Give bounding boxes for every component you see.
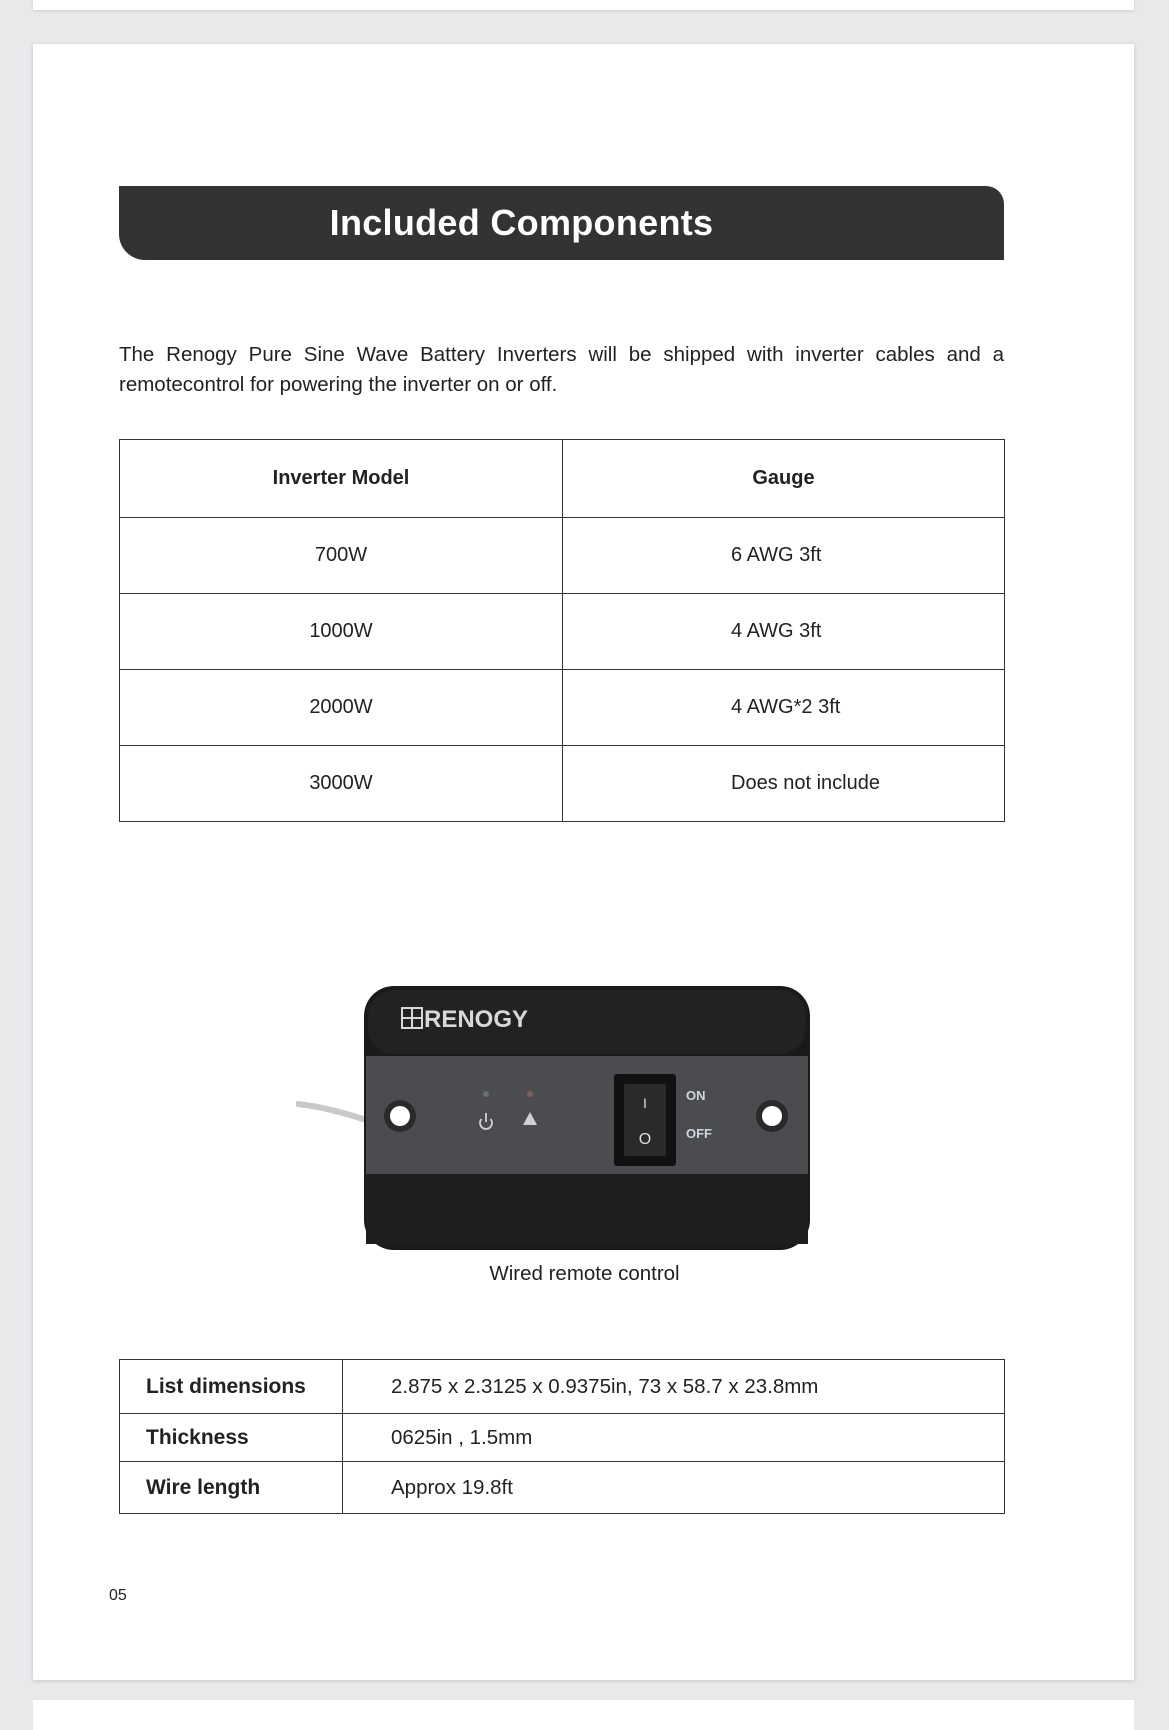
remote-spec-table	[119, 1359, 1005, 1514]
table-row	[120, 670, 1005, 746]
switch-on-label: ON	[686, 1088, 706, 1103]
model-cell: 3000W	[120, 746, 563, 822]
section-heading: Included Components	[329, 202, 714, 243]
gauge-cell: 6 AWG 3ft	[563, 518, 1005, 594]
table-row	[120, 1414, 1005, 1462]
switch-off-label: OFF	[686, 1126, 712, 1141]
wire-cable	[298, 1104, 366, 1120]
table-row	[120, 1462, 1005, 1514]
gauge-cell: 4 AWG 3ft	[563, 594, 1005, 670]
model-cell: 700W	[120, 518, 563, 594]
column-header-model: Inverter Model	[120, 440, 563, 518]
gauge-cell: 4 AWG*2 3ft	[563, 670, 1005, 746]
switch-off-mark: O	[638, 1131, 652, 1148]
intro-paragraph: The Renogy Pure Sine Wave Battery Inverters will be shipped with inverter cables and a remotecontrol for powering the inverter on or off.	[119, 343, 1004, 396]
spec-label: List dimensions	[120, 1360, 343, 1414]
gauge-cell: Does not include	[563, 746, 1005, 822]
spec-label: Wire length	[120, 1462, 343, 1514]
switch-on-mark: I	[643, 1095, 647, 1111]
table-row	[120, 1360, 1005, 1414]
table-row	[120, 594, 1005, 670]
model-cell: 2000W	[120, 670, 563, 746]
remote-control-photo	[296, 982, 816, 1252]
spec-value: 2.875 x 2.3125 x 0.9375in, 73 x 58.7 x 23.8mm	[343, 1360, 1005, 1414]
table-header-row	[120, 440, 1005, 518]
section-banner	[119, 186, 1004, 260]
fault-led	[527, 1091, 533, 1097]
model-cell: 1000W	[120, 594, 563, 670]
table-row	[120, 746, 1005, 822]
page-number: 05	[109, 1587, 127, 1604]
remote-face-panel	[366, 1056, 808, 1174]
remote-bottom-panel	[366, 1174, 808, 1244]
brand-logo-text: RENOGY	[424, 1006, 529, 1033]
next-page-edge	[33, 1700, 1134, 1730]
spec-label: Thickness	[120, 1414, 343, 1462]
photo-caption: Wired remote control	[489, 1262, 680, 1285]
cable-gauge-table	[119, 439, 1005, 822]
spec-value: Approx 19.8ft	[343, 1462, 1005, 1514]
spec-value: 0625in , 1.5mm	[343, 1414, 1005, 1462]
column-header-gauge: Gauge	[563, 440, 1005, 518]
remote-control-illustration	[296, 982, 816, 1252]
table-row	[120, 518, 1005, 594]
previous-page-edge	[33, 0, 1134, 10]
power-led	[483, 1091, 489, 1097]
